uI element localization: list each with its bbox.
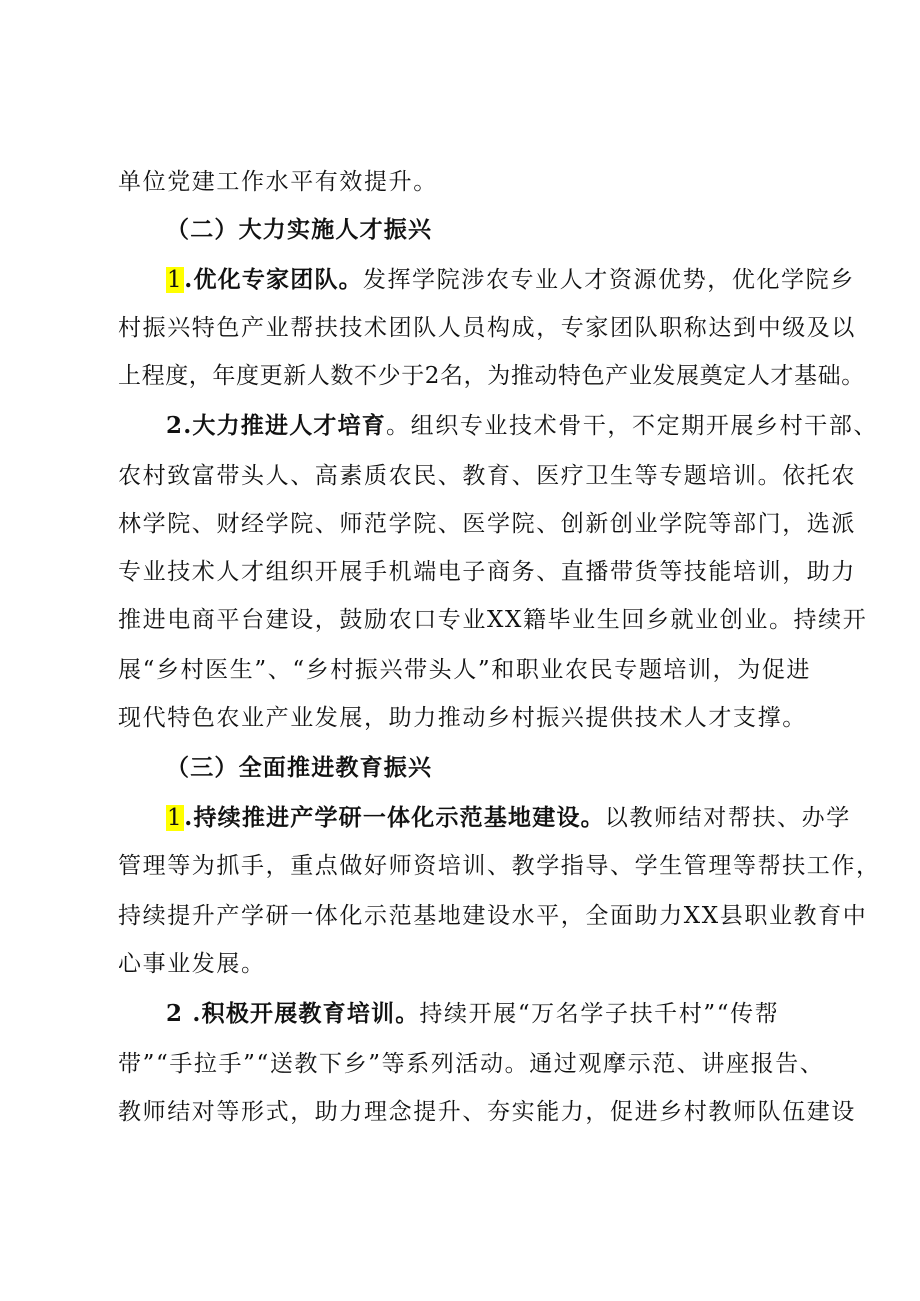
line-text: 上程度，年度更新人数不少于2名，为推动特色产业发展奠定人才基础。: [118, 363, 865, 389]
section-heading: [166, 206, 432, 254]
line-text: 管理等为抓手，重点做好师资培训、教学指导、学生管理等帮扶工作，: [118, 853, 881, 879]
line-text: 持续提升产学研一体化示范基地建设水平，全面助力XX县职业教育中: [118, 903, 868, 929]
line-text: 林学院、财经学院、师范学院、医学院、创新创业学院等部门，选派: [118, 511, 856, 537]
paragraph-line: [118, 352, 865, 400]
paragraph-line: [118, 1040, 824, 1088]
line-text: 以教师结对帮扶、办学: [604, 805, 851, 831]
paragraph-line: [118, 842, 881, 890]
line-text: 教师结对等形式，助力理念提升、夯实能力，促进乡村教师队伍建设: [118, 1099, 856, 1125]
line-text: 带”“手拉手”“送教下乡”等系列活动。通过观摩示范、讲座报告、: [118, 1051, 825, 1077]
line-text: 持续开展“万名学子扶千村”“传帮: [419, 1001, 780, 1027]
line-text: 发挥学院涉农专业人才资源优势，优化学院乡: [362, 267, 855, 293]
paragraph-line: [166, 402, 878, 450]
paragraph-line: [118, 500, 856, 548]
item-heading: 2 .积极开展教育培训。: [166, 1000, 420, 1027]
paragraph-line: [118, 158, 438, 206]
line-text: 推进电商平台建设，鼓励农口专业XX籍毕业生回乡就业创业。持续开: [118, 607, 868, 633]
item-heading: .优化专家团队。: [184, 266, 363, 293]
paragraph-line: [118, 304, 856, 352]
heading-text: （三）全面推进教育振兴: [166, 754, 433, 781]
line-text: 展“乡村医生”、“乡村振兴带头人”和职业农民专题培训，为促进: [118, 657, 812, 683]
paragraph-line: [166, 990, 779, 1038]
paragraph-line: [166, 794, 851, 842]
line-text: 专业技术人才组织开展手机端电子商务、直播带货等技能培训，助力: [118, 559, 856, 585]
section-heading: [166, 744, 432, 792]
line-text: 心事业发展。: [118, 951, 266, 977]
line-text: 。组织专业技术骨干，不定期开展乡村干部、: [386, 413, 879, 439]
paragraph-line: [166, 256, 855, 304]
paragraph-line: [118, 452, 856, 500]
paragraph-line: [118, 1088, 856, 1136]
paragraph-line: [118, 646, 811, 694]
heading-text: （二）大力实施人才振兴: [166, 216, 433, 243]
paragraph-line: [118, 694, 807, 742]
line-text: 单位党建工作水平有效提升。: [118, 169, 438, 195]
line-text: 农村致富带头人、高素质农民、教育、医疗卫生等专题培训。依托农: [118, 463, 856, 489]
item-heading: 2.大力推进人才培育: [166, 412, 387, 439]
paragraph-line: [118, 548, 856, 596]
paragraph-line: [118, 596, 867, 644]
paragraph-line: [118, 892, 867, 940]
line-text: 现代特色农业产业发展，助力推动乡村振兴提供技术人才支撑。: [118, 705, 807, 731]
highlighted-number: 1: [167, 267, 184, 293]
line-text: 村振兴特色产业帮扶技术团队人员构成，专家团队职称达到中级及以: [118, 315, 856, 341]
item-heading: .持续推进产学研一体化示范基地建设。: [184, 804, 605, 831]
highlighted-number: 1: [167, 805, 184, 831]
paragraph-line: [118, 940, 266, 988]
